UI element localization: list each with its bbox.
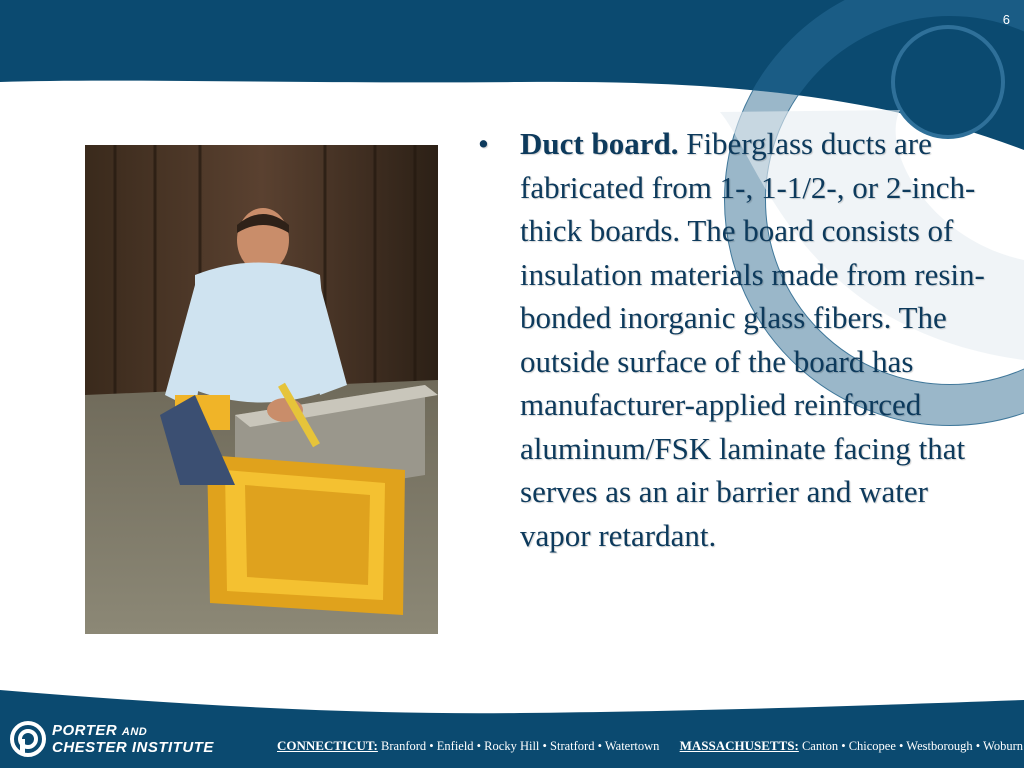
porter-chester-logo <box>10 718 255 760</box>
connecticut-locations: Branford • Enfield • Rocky Hill • Stratford • Watertown <box>381 739 660 753</box>
logo-line1: PORTER <box>52 721 118 739</box>
massachusetts-label: MASSACHUSETTS: <box>679 738 799 753</box>
bullet-term: Duct board. <box>520 126 679 161</box>
bullet-marker: • <box>478 126 489 161</box>
logo-and: AND <box>121 725 148 738</box>
bullet-description: Fiberglass ducts are fabricated from 1-, 1-1/2-, or 2-inch-thick boards. The board consists of insulation materials made from resin-bonded inorganic glass fibers. The outside surface of the board has manufacturer-applied reinforced aluminum/FSK laminate facing that serves as an air barrier and water vapor retardant. <box>520 126 985 553</box>
footer-locations <box>277 738 1024 754</box>
slide-number: 6 <box>1002 12 1010 27</box>
bullet-list <box>478 122 998 557</box>
duct-board-photo <box>85 145 438 634</box>
logo-mark-icon <box>10 721 46 757</box>
bullet-item <box>478 122 998 557</box>
massachusetts-locations: Canton • Chicopee • Westborough • Woburn <box>801 739 1024 753</box>
logo-wordmark <box>52 723 214 756</box>
bullet-text <box>520 122 998 557</box>
logo-line2: CHESTER INSTITUTE <box>52 738 214 756</box>
connecticut-label: CONNECTICUT: <box>277 738 378 753</box>
